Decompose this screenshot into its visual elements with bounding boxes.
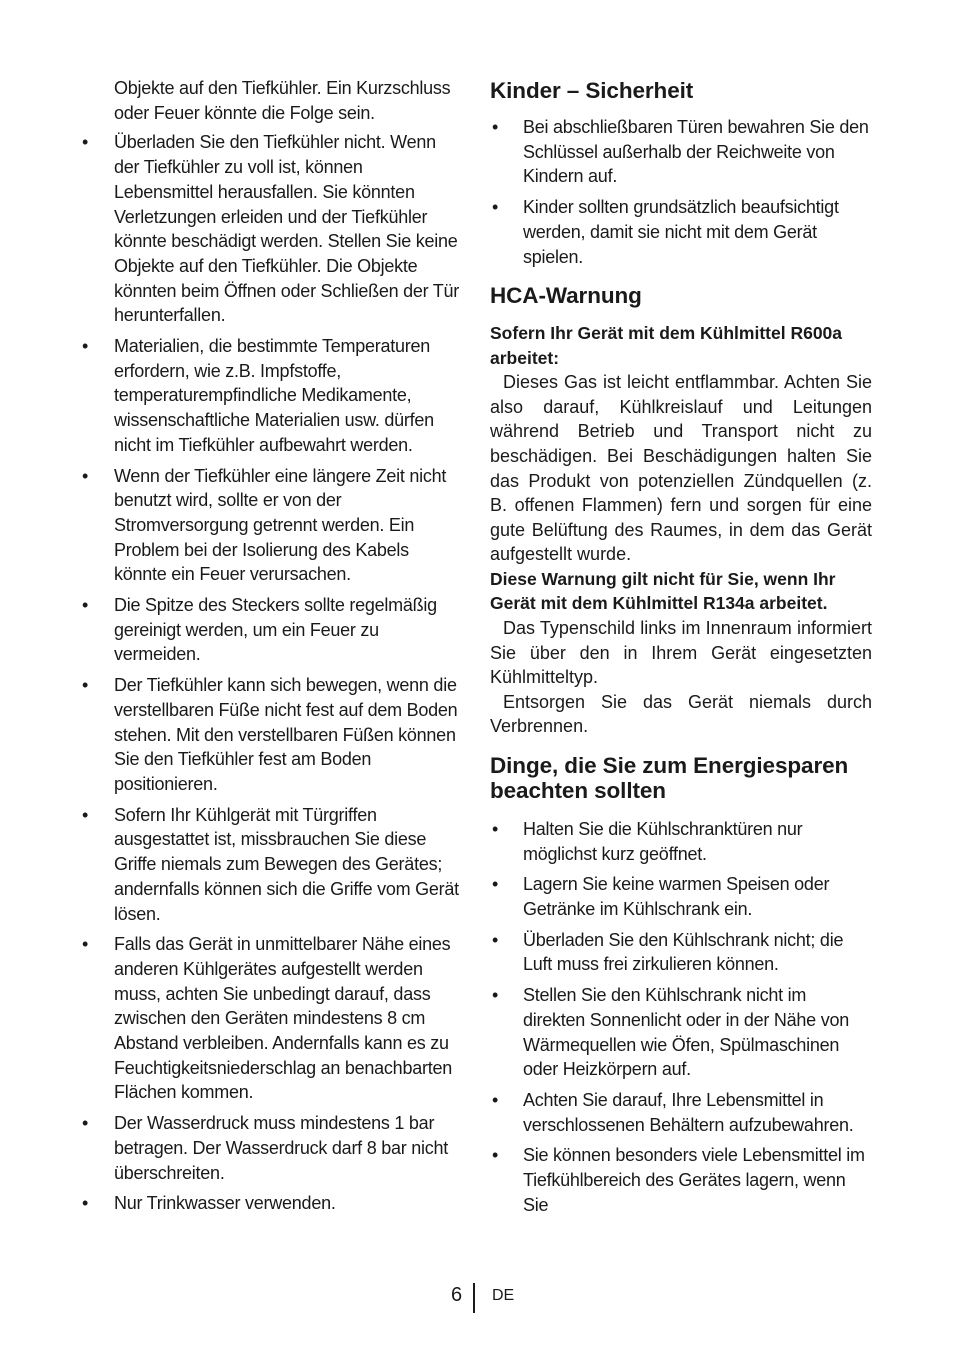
bullet-icon: • xyxy=(492,818,499,839)
bullet-icon: • xyxy=(82,934,89,955)
hca-paragraph-entsorgen: Entsorgen Sie das Gerät niemals durch Verbrennen. xyxy=(490,691,872,737)
list-item: • Wenn der Tiefkühler eine längere Zeit nicht benutzt wird, sollte er von der Stromversorgung getrennt werden. Ein Problem bei der Isolierung des Kabels könnte ein Feuer verursachen. xyxy=(82,465,447,585)
list-item: • Lagern Sie keine warmen Speisen oder Getränke im Kühlschrank ein. xyxy=(492,874,830,920)
list-item: • Falls das Gerät in unmittelbarer Nähe eines anderen Kühlgerätes aufgestellt werden muss, achten Sie unbedingt darauf, dass zwischen den Geräten mindestens 8 cm Abstand verbleiben. Andernfalls kann es zu Feuchtigkeitsniederschlag an benachbarten Flächen kommen. xyxy=(82,934,452,1103)
list-item: • Sofern Ihr Kühlgerät mit Türgriffen ausgestattet ist, missbrauchen Sie diese Griffe niemals zum Bewegen des Gerätes; andernfalls können sich die Griffe vom Gerät lösen. xyxy=(82,804,459,924)
bullet-icon: • xyxy=(492,874,499,895)
hca-paragraph-typenschild: Das Typenschild links im Innenraum informiert Sie über den in Ihrem Gerät eingesetzten Kühlmitteltyp. xyxy=(490,617,872,688)
bullet-icon: • xyxy=(492,1145,499,1166)
bullet-icon: • xyxy=(492,985,499,1006)
bullet-icon: • xyxy=(82,804,89,825)
bullet-icon: • xyxy=(82,1193,89,1214)
list-item: • Der Wasserdruck muss mindestens 1 bar betragen. Der Wasserdruck darf 8 bar nicht überschreiten. xyxy=(82,1113,448,1183)
bullet-icon: • xyxy=(492,1089,499,1110)
safety-list xyxy=(80,130,465,1216)
list-item: • Die Spitze des Steckers sollte regelmäßig gereinigt werden, um ein Feuer zu vermeiden. xyxy=(82,595,437,665)
list-item: • Bei abschließbaren Türen bewahren Sie den Schlüssel außerhalb der Reichweite von Kindern auf. xyxy=(492,117,869,187)
bullet-icon: • xyxy=(82,1113,89,1134)
continuation-text: Objekte auf den Tiefkühler. Ein Kurzschluss oder Feuer könnte die Folge sein. xyxy=(114,78,451,123)
list-item: • Materialien, die bestimmte Temperaturen erfordern, wie z.B. Impfstoffe, temperaturempfindliche Medikamente, wissenschaftliche Materialien usw. dürfen nicht im Tiefkühler aufbewahrt werden. xyxy=(82,336,434,455)
bullet-icon: • xyxy=(82,132,89,153)
energie-list xyxy=(490,817,872,1218)
list-item: • Sie können besonders viele Lebensmittel im Tiefkühlbereich des Gerätes lagern, wenn Sie xyxy=(492,1145,865,1215)
bullet-icon: • xyxy=(492,929,499,950)
list-item: • Der Tiefkühler kann sich bewegen, wenn die verstellbaren Füße nicht fest auf dem Boden stehen. Mit den verstellbaren Füßen können Sie den Tiefkühler fest am Boden positionieren. xyxy=(82,675,458,794)
right-column xyxy=(490,76,872,1223)
bullet-icon: • xyxy=(82,336,89,357)
list-item: • Stellen Sie den Kühlschrank nicht im direkten Sonnenlicht oder in der Nähe von Wärmequellen wie Öfen, Spülmaschinen oder Heizkörpern auf. xyxy=(492,985,849,1080)
bullet-icon: • xyxy=(492,117,499,137)
bullet-icon: • xyxy=(492,197,499,218)
hca-heading: HCA-Warnung xyxy=(490,283,642,309)
list-item: • Überladen Sie den Kühlschrank nicht; die Luft muss frei zirkulieren können. xyxy=(492,929,844,975)
bullet-icon: • xyxy=(82,465,89,486)
page-number: 6 xyxy=(451,1284,463,1306)
hca-paragraph-gas: Dieses Gas ist leicht entflammbar. Achten Sie also darauf, Kühlkreislauf und Leitungen während Betrieb und Transport nicht zu beschädigen. Bei Beschädigungen halten Sie das Produkt von potenziellen Zündquellen (z. B. offenen Flammen) fern und sorgen für eine gute Belüftung des Raumes, in dem das Gerät aufgestellt wurde. xyxy=(490,372,872,565)
footer-divider xyxy=(473,1283,475,1313)
list-item: • Kinder sollten grundsätzlich beaufsichtigt werden, damit sie nicht mit dem Gerät spielen. xyxy=(492,197,839,267)
list-item: • Nur Trinkwasser verwenden. xyxy=(80,1191,465,1216)
hca-subheading-r134a: Diese Warnung gilt nicht für Sie, wenn Ihr Gerät mit dem Kühlmittel R134a arbeitet. xyxy=(490,568,836,614)
hca-subheading-r600a: Sofern Ihr Gerät mit dem Kühlmittel R600a arbeitet: xyxy=(490,323,843,368)
list-item: • Halten Sie die Kühlschranktüren nur möglichst kurz geöffnet. xyxy=(492,818,803,864)
list-item: • Überladen Sie den Tiefkühler nicht. Wenn der Tiefkühler zu voll ist, können Lebensmittel herausfallen. Sie könnten Verletzungen erleiden und der Tiefkühler könnte beschädigt werden. Stellen Sie keine Objekte auf den Tiefkühler. Die Objekte könnten beim Öffnen oder Schließen der Tür herunterfallen. xyxy=(82,132,460,326)
bullet-icon: • xyxy=(82,675,89,696)
bullet-icon: • xyxy=(82,595,89,616)
kinder-list xyxy=(490,115,872,269)
kinder-heading: Kinder – Sicherheit xyxy=(490,78,694,103)
list-item: • Achten Sie darauf, Ihre Lebensmittel in verschlossenen Behältern aufzubewahren. xyxy=(492,1089,854,1135)
page-footer xyxy=(0,1283,954,1313)
left-column xyxy=(80,76,465,1222)
language-code: DE xyxy=(492,1287,515,1304)
energie-heading: Dinge, die Sie zum Energiesparen beachten sollten xyxy=(490,752,849,803)
